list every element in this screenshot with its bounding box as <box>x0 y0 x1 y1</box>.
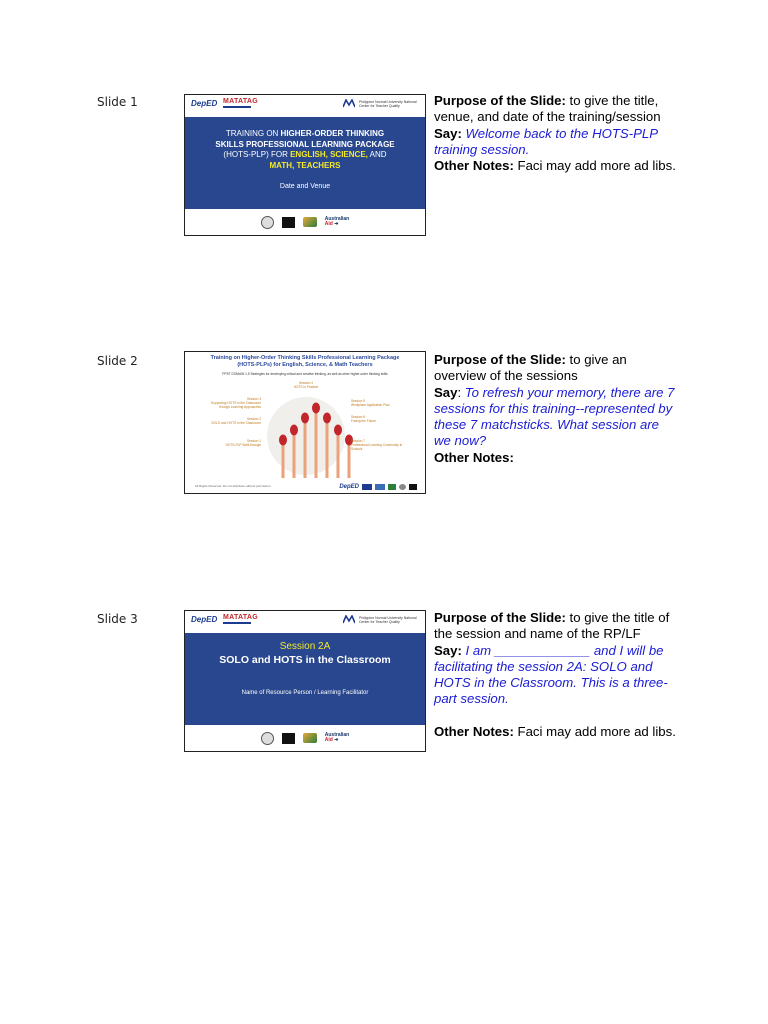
slide-2-footer-logos <box>339 484 417 490</box>
ppst-domain-text: PPST DOMAIN 1.5 Strategies for developing critical and creative thinking, as well as other higher-order thinking skills <box>222 372 388 376</box>
matchstick-6 <box>337 430 340 478</box>
purpose-text: to give the title of the session and name of the RP/LF <box>434 610 670 642</box>
deped-logo-small: DepED <box>339 484 359 490</box>
matchstick-4 <box>315 408 318 478</box>
partner-text: Philippine Normal University National Center for Teacher Quality <box>359 99 417 108</box>
say-text: To refresh your memory, there are 7 sessions for this training--represented by these 7 matchsticks. What session are we now? <box>434 384 675 449</box>
matchstick-head-5 <box>323 413 331 424</box>
session-5-label: Session 5 Workplace Application Plan <box>351 399 390 407</box>
session-1-label: Session 1 HOTS-PLP Walk through <box>225 439 261 447</box>
pnu-mark-icon <box>343 99 355 108</box>
other-notes-label: Other Notes: <box>434 449 514 465</box>
copyright-footer: All Rights Reserved. Do not distribute without permission. <box>195 484 272 488</box>
matchstick-head-2 <box>290 425 298 436</box>
session-number: Session 2A <box>279 641 331 652</box>
australia-map-icon <box>303 733 317 743</box>
purpose-text: to give the title, venue, and date of the training/session <box>434 93 661 125</box>
partner-logos <box>343 99 419 108</box>
institution-logo-small <box>409 484 417 490</box>
slide-1-thumbnail[interactable] <box>184 94 426 236</box>
say-label: Say <box>434 384 458 400</box>
deped-logo: DepED <box>191 615 218 624</box>
australia-map-icon <box>303 217 317 227</box>
title-panel <box>185 117 425 211</box>
australian-aid-logo: Australian Aid ➜ <box>324 732 350 743</box>
say-label: Say: <box>434 642 462 658</box>
partner-logos <box>343 615 419 624</box>
slide-1-notes <box>434 93 679 174</box>
australian-aid-logo: Australian Aid ➜ <box>324 216 350 227</box>
date-venue-text: Date and Venue <box>279 183 331 190</box>
seal-icon <box>261 732 274 745</box>
matatag-logo-small <box>362 484 372 490</box>
purpose-label: Purpose of the Slide: <box>434 93 566 108</box>
pnu-mark-icon <box>343 615 355 624</box>
slide-3-label: Slide 3 <box>97 612 138 626</box>
institution-logo-icon <box>282 217 295 228</box>
institution-logo-icon <box>282 733 295 744</box>
say-colon: : <box>457 384 462 400</box>
matchstick-head-3 <box>301 413 309 424</box>
other-notes-text: Faci may add more ad libs. <box>513 723 676 739</box>
seal-icon <box>261 216 274 229</box>
matchstick-head-6 <box>334 425 342 436</box>
matatag-logo: MATATAG <box>223 98 258 108</box>
matchstick-5 <box>326 418 329 478</box>
other-notes-label: Other Notes: <box>434 723 514 739</box>
triangle-logo-small <box>388 484 396 490</box>
matchstick-3 <box>304 418 307 478</box>
matchstick-head-4 <box>312 403 320 414</box>
resource-person-text: Name of Resource Person / Learning Facilitator <box>241 690 369 696</box>
session-title: SOLO and HOTS in the Classroom <box>219 654 391 666</box>
slide-3-notes <box>434 610 679 740</box>
matchstick-head-1 <box>279 435 287 446</box>
session-7-label: Session 7 Professional Learning Community in Schools <box>351 439 403 451</box>
slide-footer-logos <box>185 725 425 751</box>
session-4-label: Session 4 HOTS in Practice <box>293 381 319 389</box>
say-text: Welcome back to the HOTS-PLP training session. <box>434 125 658 157</box>
slide-2-label: Slide 2 <box>97 354 138 368</box>
partner-text: Philippine Normal University National Center for Teacher Quality <box>359 615 417 624</box>
training-title: TRAINING ON HIGHER-ORDER THINKING SKILLS PROFESSIONAL LEARNING PACKAGE (HOTS-PLP) FOR ENGLISH, SCIENCE, AND MATH, TEACHERS <box>215 129 395 170</box>
session-2-label: Session 2 SOLO and HOTS in the Classroom <box>211 417 261 425</box>
slide-header-bar <box>185 611 425 633</box>
slide-header-bar <box>185 95 425 117</box>
other-notes-label: Other Notes: <box>434 158 514 174</box>
overview-title: Training on Higher-Order Thinking Skills Professional Learning Package (HOTS-PLPs) for English, Science, & Math Teachers <box>210 355 400 368</box>
seal-icon-small <box>399 484 406 490</box>
say-text: I am _____________ and I will be facilitating the session 2A: SOLO and HOTS in the Classroom. This is a three-part session. <box>434 642 668 707</box>
matchstick-1 <box>282 440 285 478</box>
other-notes-text: Faci may add more ad libs. <box>513 158 676 174</box>
purpose-label: Purpose of the Slide: <box>434 352 566 367</box>
matchstick-2 <box>293 430 296 478</box>
slide-3-thumbnail[interactable] <box>184 610 426 752</box>
session-6-label: Session 6 Facing the Future <box>351 415 376 423</box>
slide-2-notes <box>434 352 679 466</box>
purpose-text: to give an overview of the sessions <box>434 352 627 384</box>
slide-1-label: Slide 1 <box>97 95 138 109</box>
slide-2-thumbnail[interactable] <box>184 351 426 494</box>
partner-logo-small <box>375 484 385 490</box>
purpose-label: Purpose of the Slide: <box>434 610 566 625</box>
slide-footer-logos <box>185 209 425 235</box>
session-3-label: Session 3 Supporting HOTS in the Classroom through Learning Approaches <box>211 397 261 409</box>
matatag-logo: MATATAG <box>223 614 258 624</box>
say-label: Say: <box>434 125 462 141</box>
deped-logo: DepED <box>191 99 218 108</box>
title-panel <box>185 633 425 727</box>
